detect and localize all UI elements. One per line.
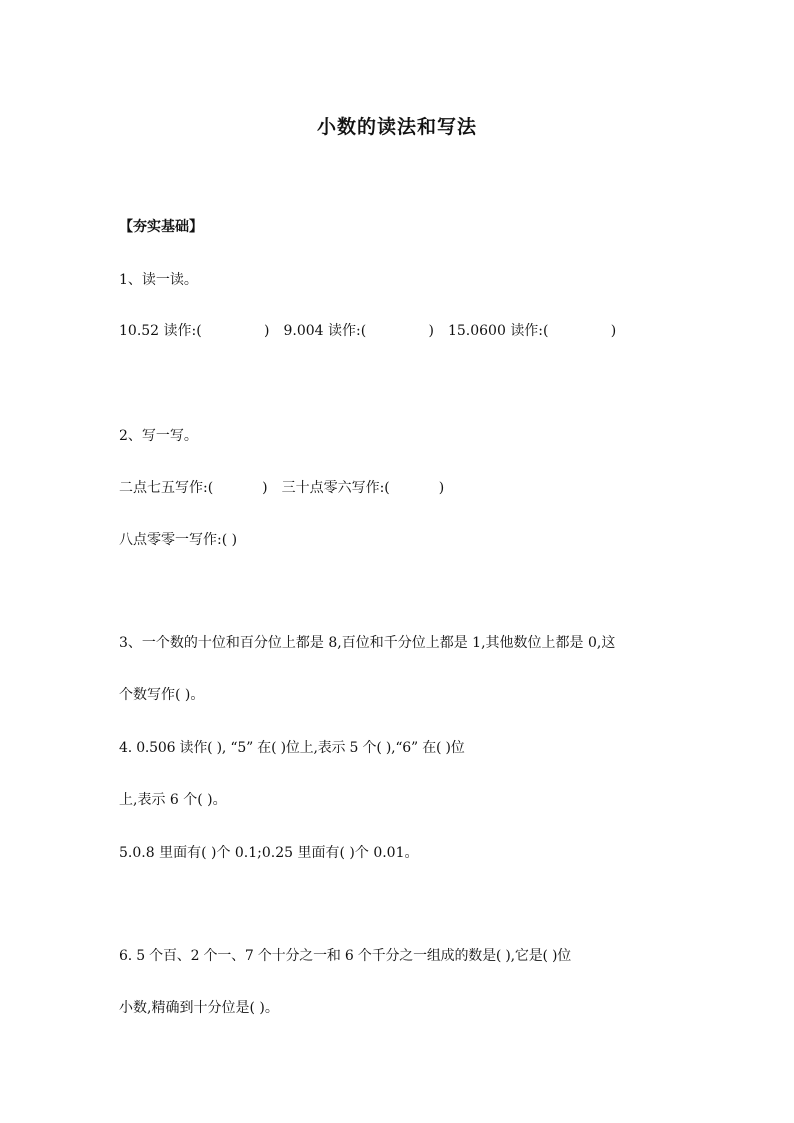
question-2-line-2: 八点零零一写作:( ) [119, 532, 238, 548]
question-3-line-1: 3、一个数的十位和百分位上都是 8,百位和千分位上都是 1,其他数位上都是 0,这 [119, 635, 616, 651]
section-heading: 【夯实基础】 [119, 219, 203, 235]
question-2-line-1 [119, 478, 444, 498]
q1-item-1: 10.52 读作:( ) [119, 323, 270, 339]
q1-item-3: 15.0600 读作:( ) [447, 323, 617, 339]
question-6-line-2: 小数,精确到十分位是( )。 [119, 1000, 279, 1016]
q2-item-2: 三十点零六写作:( ) [281, 480, 445, 496]
page-title: 小数的读法和写法 [316, 116, 477, 138]
question-1-heading: 1、读一读。 [119, 272, 198, 288]
question-4-line-2: 上,表示 6 个( )。 [119, 792, 227, 808]
q2-item-1: 二点七五写作:( ) [119, 480, 268, 496]
question-6-line-1: 6. 5 个百、2 个一、7 个十分之一和 6 个千分之一组成的数是( ),它是( )位 [119, 948, 572, 964]
question-2-heading: 2、写一写。 [119, 428, 198, 444]
q1-item-2: 9.004 读作:( ) [283, 323, 434, 339]
question-3-line-2: 个数写作( )。 [119, 687, 205, 703]
question-1-items [119, 321, 616, 341]
question-4-line-1: 4. 0.506 读作( ), “5” 在( )位上,表示 5 个( ),“6” 在( )位 [119, 740, 465, 756]
question-5-line-1: 5.0.8 里面有( )个 0.1;0.25 里面有( )个 0.01。 [119, 845, 419, 861]
